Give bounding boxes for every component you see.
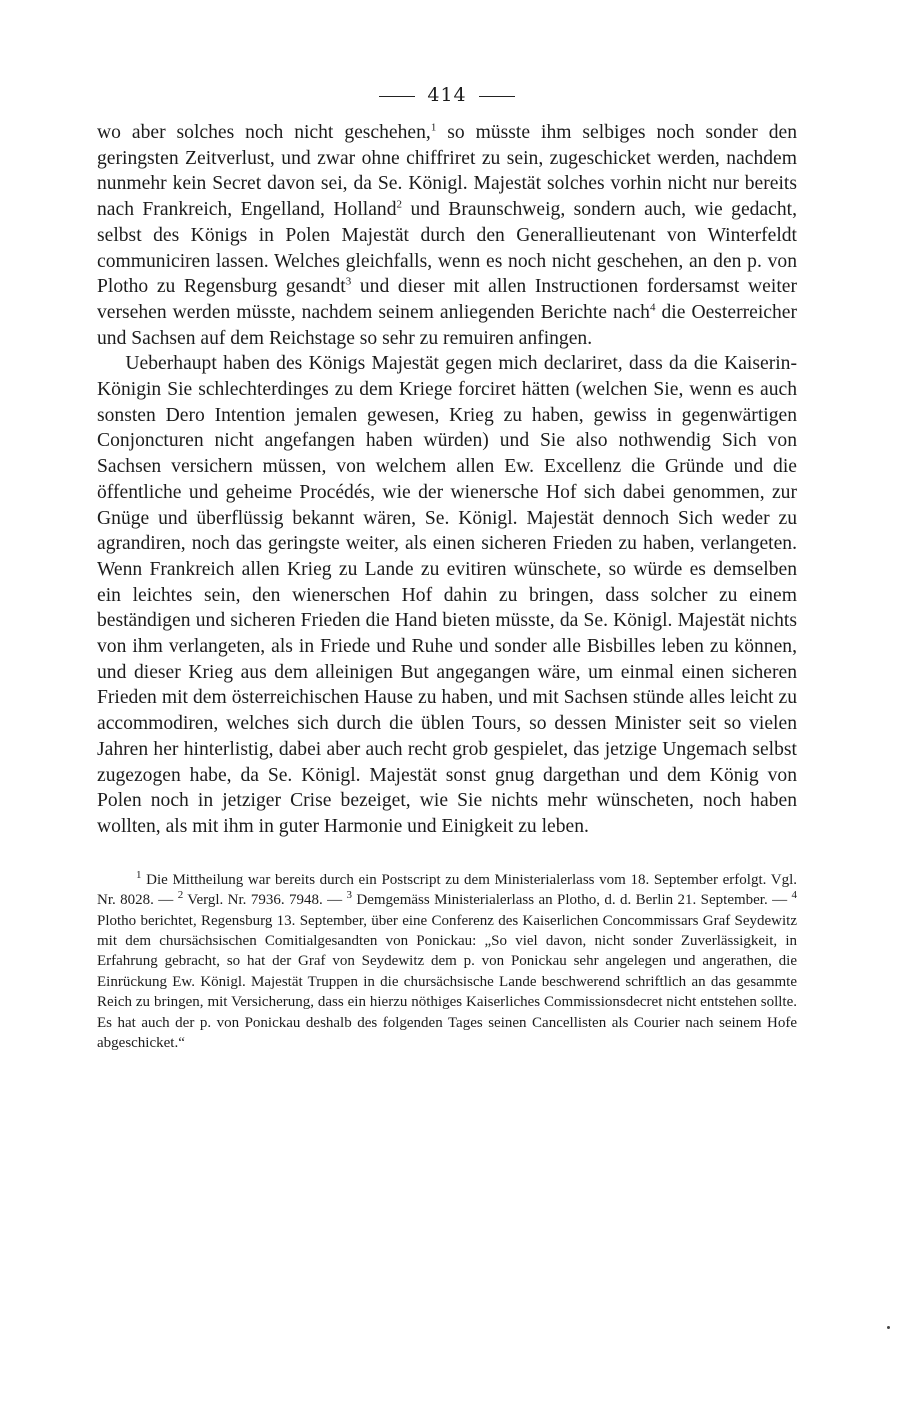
footnotes (97, 870, 797, 1054)
footnote-4: Plotho berichtet, Regensburg 13. September, über eine Conferenz des Kaiserlichen Concommissars Graf Seydewitz mit dem chursächsischen Comitialgesandten von Ponickau: „So viel davon, nicht sonder Zuverlässigkeit, in Erfahrung gebracht, so hat der Graf von Seydewitz dem p. von Ponickau sehr angelegen und angerathen, die Einrückung Ew. Königl. Majestät Truppen in die chursächsische Lande beschwerend schriftlich an das gesammte Reich zu bringen, mit Versicherung, dass ein hierzu nöthiges Kaiserliches Commissionsdecret nicht entstehen sollte. Es hat auch der p. von Ponickau deshalb des folgenden Tages seinen Cancellisten als Courier nach seinem Hofe abgeschicket.“ (97, 912, 797, 1051)
footnote-mark-3: 3 (346, 889, 352, 902)
book-page (97, 86, 797, 1053)
scan-speck (887, 1326, 890, 1329)
footnote-block (97, 870, 797, 1054)
footnote-ref-2: 2 (396, 198, 403, 211)
paragraph-1-text: die Oesterreicher und Sachsen auf dem Reichstage so sehr zu remuiren anfingen. (97, 301, 797, 349)
header-dash-left (379, 96, 415, 97)
main-text (97, 120, 797, 840)
header-dash-right (479, 96, 515, 97)
paragraph-1 (97, 120, 797, 351)
footnote-3: Demgemäss Ministerialerlass an Plotho, d. d. Berlin 21. September. — (352, 892, 792, 909)
paragraph-1-text: und Braunschweig, sondern auch, wie gedacht, selbst des Königs in Polen Majestät durch den Generallieutenant von Winterfeldt communiciren lassen. Welches gleichfalls, wenn es noch nicht geschehen, an den p. von Plotho zu Regensburg gesandt (97, 199, 797, 298)
footnote-2: Vergl. Nr. 7936. 7948. — (183, 892, 347, 909)
paragraph-1-text: so müsste ihm selbiges noch sonder den geringsten Zeitverlust, und zwar ohne chiffriret zu sein, zugeschicket werden, nachdem nunmehr kein Secret davon sei, da Se. Königl. Majestät solches vorhin nicht nur bereits nach Frankreich, Engelland, Holland (97, 122, 797, 221)
footnote-ref-4: 4 (649, 301, 656, 314)
page-header (97, 86, 797, 114)
footnote-ref-3: 3 (345, 275, 352, 288)
paragraph-1-text: und dieser mit allen Instructionen fordersamst weiter versehen werden müsste, nachdem seinem anliegenden Berichte nach (97, 276, 797, 323)
page-number: 414 (427, 84, 467, 106)
paragraph-2: Ueberhaupt haben des Königs Majestät gegen mich declariret, dass da die Kaiserin-Königin Sie schlechterdinges zu dem Kriege forciret hätten (welchen Sie, wenn es auch sonsten Dero Intention jemalen gewesen, Krieg zu haben, gewiss in gegenwärtigen Conjoncturen nicht angefangen haben würden) und Sie also nothwendig Sich von Sachsen versichern müssen, von welchem allen Ew. Excellenz die Gründe und die öffentliche und geheime Procédés, wie der wienersche Hof sich dabei genommen, zur Gnüge und überflüssig bekannt wären, Se. Königl. Majestät dennoch Sich weder zu agrandiren, noch das geringste weiter, als einen sicheren Frieden zu haben, verlangeten. Wenn Frankreich allen Krieg zu Lande zu evitiren wünschete, so würde es demselben ein leichtes sein, den wienerschen Hof dahin zu bringen, dass solcher zu einem beständigen und sicheren Frieden die Hand bieten müsste, da Se. Königl. Majestät nichts von ihm verlangeten, als in Friede und Ruhe und sonder alle Bisbilles leben zu können, und dieser Krieg aus dem alleinigen But angegangen wäre, um einmal einen sicheren Frieden mit dem österreichischen Hause zu haben, und mit Sachsen stünde alles leicht zu accommodiren, welches sich durch die üblen Tours, so dessen Minister seit so vielen Jahren her hinterlistig, dabei aber auch recht grob gespielet, das jetzige Ungemach selbst zugezogen habe, da Se. Königl. Majestät sonst gnug dargethan und dem König von Polen noch in jetziger Crise bezeiget, wie Sie nichts mehr wünscheten, noch haben wollten, als mit ihm in guter Harmonie und Einigkeit zu leben. (97, 353, 797, 837)
footnote-ref-1: 1 (430, 121, 437, 134)
footnote-mark-2: 2 (177, 889, 184, 902)
footnote-mark-4: 4 (791, 889, 798, 902)
footnote-mark-1: 1 (136, 868, 142, 881)
paragraph-1-text: wo aber solches noch nicht geschehen, (97, 122, 431, 143)
footnote-1: Die Mittheilung war bereits durch ein Postscript zu dem Ministerialerlass vom 18. September erfolgt. Vgl. Nr. 8028. — (97, 871, 797, 909)
